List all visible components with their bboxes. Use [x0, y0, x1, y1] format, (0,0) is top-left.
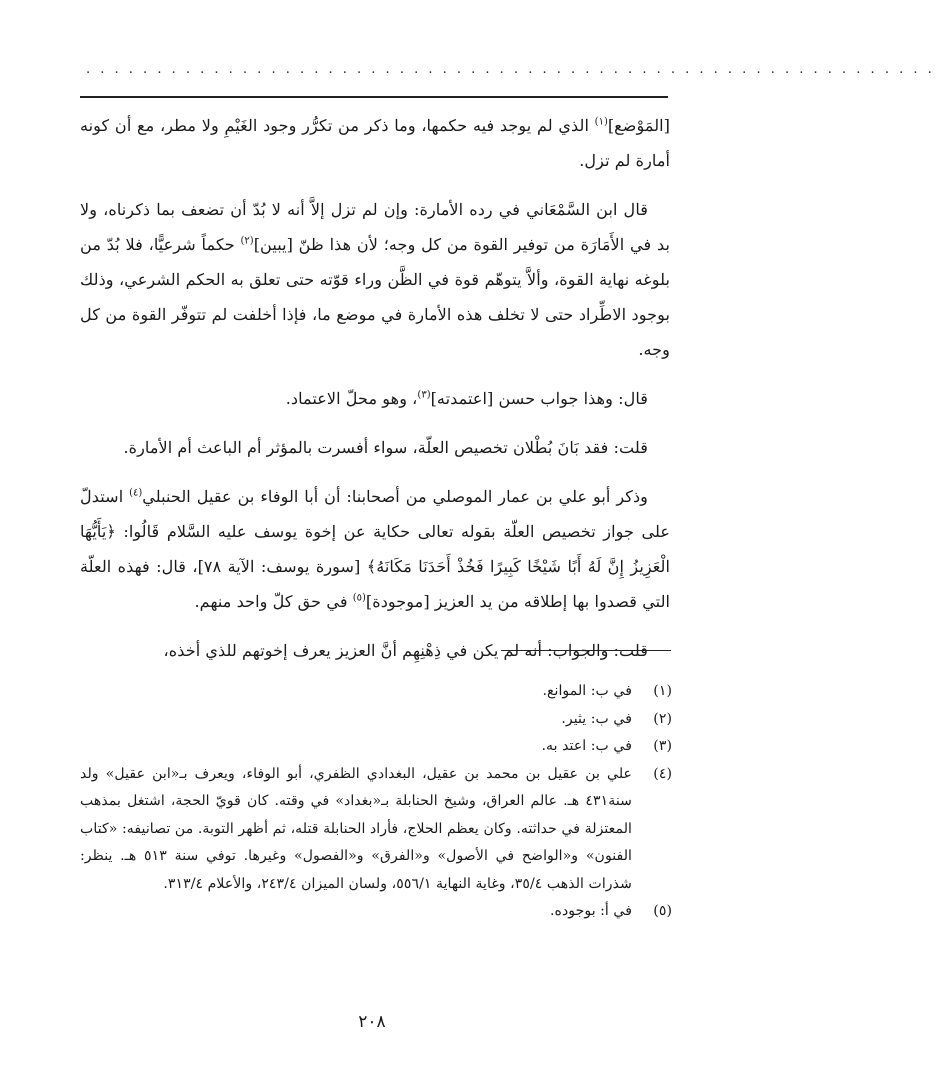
footnote-ref-2: (٢) [240, 235, 254, 247]
paragraph-3 [80, 381, 670, 416]
footnote-ref-1: (١) [594, 116, 608, 128]
footnote-item [80, 678, 672, 706]
text-span: ، وهو محلّ الاعتماد. [285, 389, 418, 408]
paragraph-1 [80, 108, 670, 178]
text-span: قال ابن السَّمْعَاني في رده الأمارة: وإن لم تزل إلاَّ أنه لا بُدّ أن تضعف بما ذكرناه، ولا بد في الأَمَارَة من توفير القوة من كل وجه؛ لأن هذا ظنّ [يبين] [80, 200, 670, 254]
footnote-number: (٤) [653, 765, 672, 782]
header-dotted-line: . . . . . . . . . . . . . . . . . . . . . . . . . . . . . . . . . . . . . . . . . . . . . . . . . . . . . . . . . . . . [86, 62, 935, 77]
footnote-ref-3: (٣) [417, 389, 431, 401]
footnote-number: (٢) [653, 710, 672, 727]
footnote-text: في ب: اعتد به. [541, 738, 632, 754]
footnote-item [80, 898, 672, 926]
footnote-text: في ب: الموانع. [542, 683, 632, 699]
text-span: في حق كلّ واحد منهم. [194, 592, 353, 611]
text-span: قال: وهذا جواب حسن [اعتمدته] [430, 389, 648, 408]
footnote-separator [501, 650, 671, 651]
footnote-item [80, 733, 672, 761]
text-span: حكماً شرعيًّا، فلا بُدّ من بلوغه نهاية القوة، وألاَّ يتوهّم قوة في الظَّن وراء قوّته حتى تعلق به الحكم الشرعي، وذلك بوجود الاطِّراد حتى لا تخلف هذه الأمارة في موضع ما، فإذا أخلفت لم تتوفّر القوة من كل وجه. [80, 235, 670, 359]
text-span: الذي لم يوجد فيه حكمها، وما ذكر من تكرُّر وجود الغَيْمِ ولا مطر، مع أن كونه أمارة لم تزل. [80, 116, 670, 170]
text-span: [المَوْضع] [607, 116, 670, 135]
page-number: ٢٠٨ [358, 1012, 386, 1032]
footnote-number: (٥) [653, 903, 672, 919]
footnote-text: في أ: بوجوده. [550, 903, 632, 919]
main-text [80, 108, 670, 682]
paragraph-2 [80, 192, 670, 367]
footnote-text: علي بن عقيل بن محمد بن عقيل، البغدادي الظفري، أبو الوفاء، ويعرف بـ«ابن عقيل» ولد سنة٤٣١ هـ. عالم العراق، وشيخ الحنابلة بـ«بغداد» في وقته. كان قويّ الحجة، اشتغل بمذهب المعتزلة في حداثته. وكان يعظم الحلاج، فأراد الحنابلة قتله، ثم أظهر التوبة. من تصانيفه: «كتاب الفنون» و«الواضح في الأصول» و«الفرق» و«الفصول» وغيرها. توفي سنة ٥١٣ هـ. ينظر: شذرات الذهب ٣٥/٤، وغاية النهاية ٥٥٦/١، ولسان الميزان ٢٤٣/٤، والأعلام ٣١٣/٤. [80, 765, 632, 892]
paragraph-6: قلت: والجواب: أنه لم يكن في ذِهْنِهِم أنَّ العزيز يعرف إخوتهم للذي أخذه، [163, 641, 648, 660]
header-rule [80, 96, 668, 98]
paragraph-4: قلت: فقد بَانَ بُطْلان تخصيص العلّة، سواء أفسرت بالمؤثر أم الباعث أم الأمارة. [123, 438, 648, 457]
footnote-ref-5: (٥) [352, 592, 366, 604]
footnote-item [80, 706, 672, 734]
footnote-ref-4: (٤) [129, 487, 143, 499]
text-span: وذكر أبو علي بن عمار الموصلي من أصحابنا: أن أبا الوفاء بن عقيل الحنبلي [142, 487, 648, 506]
footnote-number: (١) [653, 683, 672, 699]
footnotes [80, 678, 672, 926]
footnote-text: في ب: يثير. [561, 710, 632, 727]
footnote-number: (٣) [653, 738, 672, 754]
paragraph-5 [80, 479, 670, 619]
footnote-item [80, 761, 672, 899]
text-span: استدلّ على جواز تخصيص العلّة بقوله تعالى حكاية عن إخوة يوسف عليه السَّلام قَالُوا: ﴿يَأَيُّهَا الْعَزِيزُ إِنَّ لَهُ أَبًا شَيْخًا كَبِيرًا فَخُذْ أَحَدَنَا مَكَانَهُ﴾ [سورة يوسف: الآية ٧٨]، قال: فهذه العلّة التي قصدوا بها إطلاقه من يد العزيز [موجودة] [80, 487, 670, 611]
